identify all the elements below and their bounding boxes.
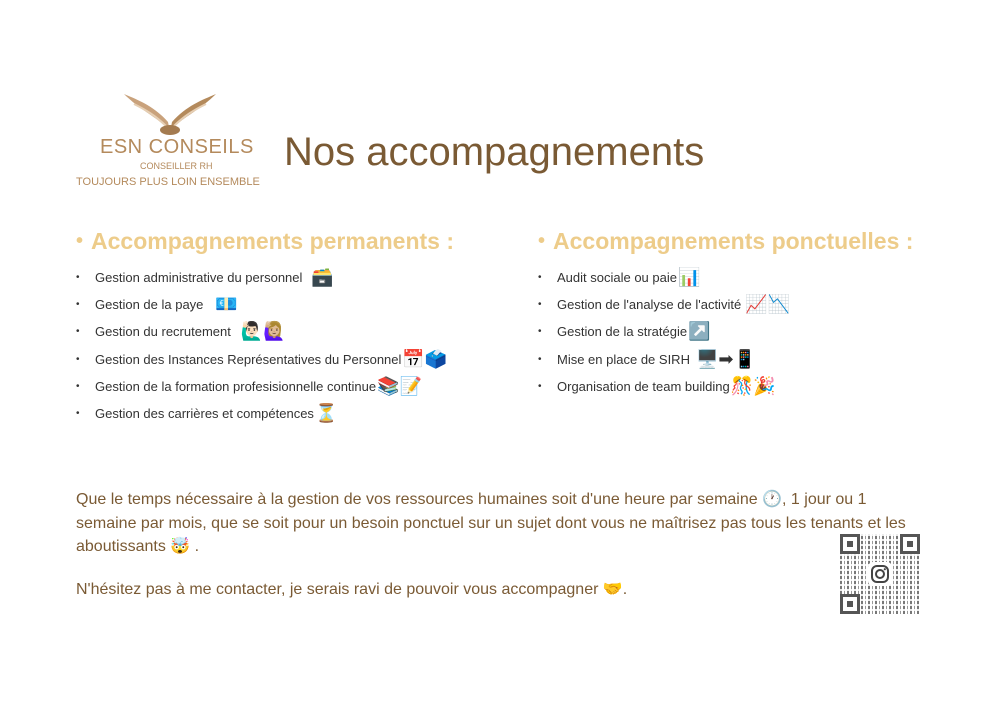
permanent-heading — [76, 226, 454, 256]
logo-brand: ESN CONSEILS — [100, 136, 254, 158]
euro-banknote-icon: 💶 — [215, 294, 238, 316]
instagram-qr-code[interactable] — [840, 534, 920, 614]
qr-finder — [900, 534, 920, 554]
list-item: • Audit sociale ou paie 📊 — [538, 267, 701, 289]
bullet-icon: • — [538, 229, 546, 252]
list-item: • Gestion des Instances Représentatives du Personnel 📅🗳️ — [76, 348, 448, 370]
list-item: • Gestion de l'analyse de l'activité 📈📉 — [538, 294, 791, 316]
handshake-wings-icon — [120, 88, 220, 138]
punctual-list — [538, 264, 913, 400]
people-raising-hand-icon: 🙋🏻‍♂️🙋🏼‍♀️ — [240, 321, 286, 343]
list-item: • Mise en place de SIRH 🖥️➡📱 — [538, 348, 756, 370]
calendar-ballot-icon: 📅🗳️ — [402, 348, 448, 370]
list-item: • Gestion administrative du personnel 🗃️ — [76, 267, 334, 289]
filing-cabinet-icon: 🗃️ — [311, 267, 334, 289]
list-item: • Organisation de team building 🎊🎉 — [538, 375, 776, 397]
trend-charts-icon: 📈📉 — [745, 294, 791, 316]
list-item: • Gestion de la stratégie ↗️ — [538, 321, 711, 343]
list-item: • Gestion de la formation profesisionnelle continue 📚📝 — [76, 375, 422, 397]
logo-tagline: TOUJOURS PLUS LOIN ENSEMBLE — [76, 176, 260, 188]
intro-paragraph: Que le temps nécessaire à la gestion de vos ressources humaines soit d'une heure par semaine 🕐, 1 jour ou 1 semaine par mois, que se soit pour un besoin ponctuel sur un sujet dont vous ne maîtrisez pas tous les tenants et les aboutissants 🤯 . — [76, 491, 906, 555]
list-item: • Gestion des carrières et compétences ⏳ — [76, 403, 338, 425]
books-memo-icon: 📚📝 — [377, 375, 422, 397]
permanent-services-section — [76, 226, 454, 427]
qr-finder — [840, 534, 860, 554]
company-logo — [74, 86, 270, 196]
qr-finder — [840, 594, 860, 614]
bullet-icon: • — [76, 229, 84, 252]
punctual-heading-text: Accompagnements ponctuelles : — [553, 227, 914, 254]
hourglass-icon: ⏳ — [314, 403, 338, 425]
list-item: • Gestion du recrutement 🙋🏻‍♂️🙋🏼‍♀️ — [76, 321, 286, 343]
logo-subtitle: CONSEILLER RH — [140, 161, 213, 171]
punctual-heading — [538, 226, 913, 256]
punctual-services-section — [538, 226, 913, 400]
desktop-to-phone-icon: 🖥️➡📱 — [695, 348, 756, 370]
arrow-up-right-icon: ↗️ — [688, 321, 711, 343]
permanent-list — [76, 264, 454, 427]
instagram-icon — [868, 562, 892, 586]
permanent-heading-text: Accompagnements permanents : — [91, 227, 454, 254]
bar-chart-icon: 📊 — [677, 267, 701, 289]
contact-paragraph: N'hésitez pas à me contacter, je serais ravi de pouvoir vous accompagner 🤝. — [76, 581, 628, 598]
list-item: • Gestion de la paye 💶 — [76, 294, 238, 316]
page-title: Nos accompagnements — [284, 130, 705, 174]
confetti-party-icon: 🎊🎉 — [730, 375, 776, 397]
